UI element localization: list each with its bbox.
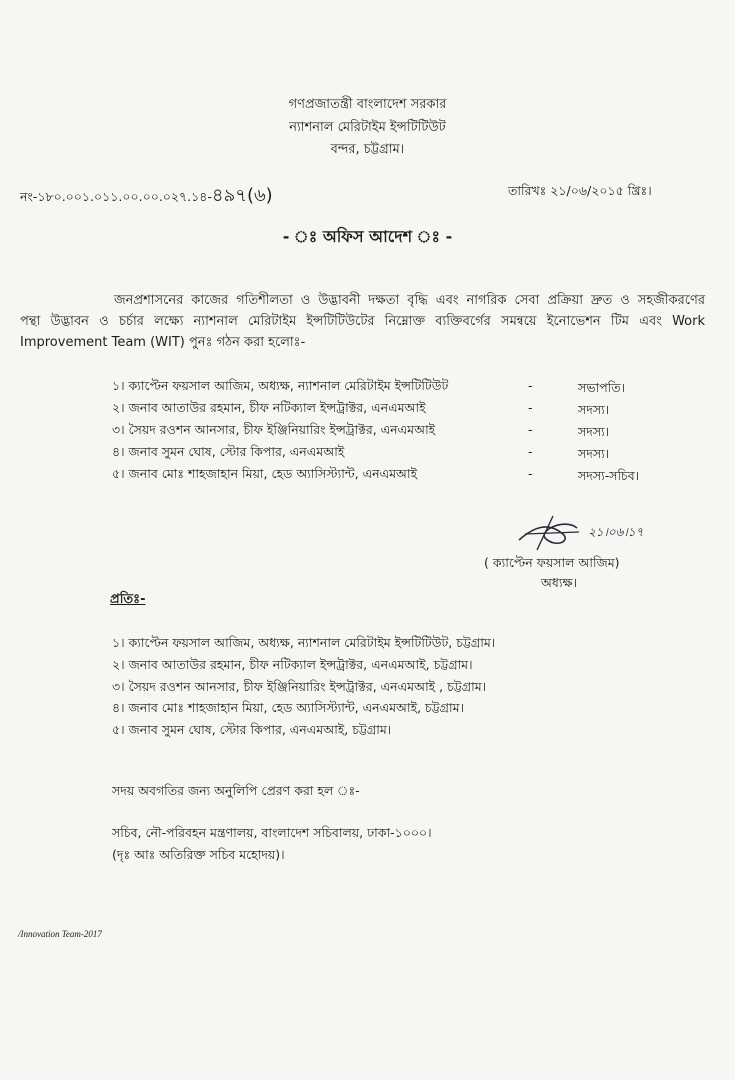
copy-item: ৩। সৈয়দ রওশন আনসার, চীফ ইঞ্জিনিয়ারিং ইন্সট্রাক্টর, এনএমআই , চট্টগ্রাম। [112, 679, 487, 694]
body-line: জনপ্রশাসনের কাজের গতিশীলতা ও উদ্ভাবনী দক্ষতা বৃদ্ধি এবং নাগরিক সেবা প্রক্রিয়া দ্রুত ও সহজীকরণের [114, 293, 705, 308]
institute-name: ন্যাশনাল মেরিটাইম ইন্সটিটিউট [289, 120, 446, 135]
member-dash: - [528, 466, 533, 481]
copy-item: ৫। জনাব সুমন ঘোষ, স্টোর কিপার, এনএমআই, চট্টগ্রাম। [112, 722, 392, 737]
member-dash: - [528, 378, 533, 393]
copy-to-heading: প্রতিঃ- [110, 592, 146, 607]
member-role: সদস্য-সচিব। [578, 468, 640, 483]
member-role: সদস্য। [578, 446, 610, 461]
body-line: Improvement Team (WIT) পুনঃ গঠন করা হলোঃ- [20, 335, 306, 350]
signatory-designation: অধ্যক্ষ। [541, 575, 578, 590]
memo-number-text: নং-১৮০.০০১.০১১.০০.০০.০২৭.১৪- [20, 189, 212, 204]
member-dash: - [528, 444, 533, 459]
memo-number [20, 181, 273, 212]
footer-reference: /Innovation Team-2017 [18, 929, 102, 939]
member-item: ৩। সৈয়দ রওশন আনসার, চীফ ইঞ্জিনিয়ারিং ইন্সট্রাক্টর, এনএমআই [112, 422, 436, 437]
member-item: ৪। জনাব সুমন ঘোষ, স্টোর কিপার, এনএমআই [112, 444, 345, 459]
institute-location: বন্দর, চট্টগ্রাম। [330, 142, 405, 157]
info-attention: (দৃঃ আঃ অতিরিক্ত সচিব মহোদয়)। [112, 847, 285, 862]
government-name: গণপ্রজাতন্ত্রী বাংলাদেশ সরকার [288, 97, 447, 112]
info-recipient: সচিব, নৌ-পরিবহন মন্ত্রণালয়, বাংলাদেশ সচিবালয়, ঢাকা-১০০০। [112, 825, 432, 840]
body-paragraph [20, 290, 705, 353]
signature-date: ২১।০৬।১৭ [588, 525, 644, 539]
member-item: ২। জনাব আতাউর রহমান, চীফ নটিক্যাল ইন্সট্রাক্টর, এনএমআই [112, 400, 426, 415]
copy-item: ৪। জনাব মোঃ শাহজাহান মিয়া, হেড অ্যাসিস্ট্যান্ট, এনএমআই, চট্টগ্রাম। [112, 700, 465, 715]
member-role: সদস্য। [578, 402, 610, 417]
body-line: পন্থা উদ্ভাবন ও চর্চার লক্ষ্যে ন্যাশনাল মেরিটাইম ইন্সটিটিউটের নিম্নোক্ত ব্যক্তিবর্গের সমন্বয়ে ইনোভেশন টিম এবং Work [20, 314, 705, 329]
member-dash: - [528, 400, 533, 415]
member-item: ১। ক্যাপ্টেন ফয়সাল আজিম, অধ্যক্ষ, ন্যাশনাল মেরিটাইম ইন্সটিটিউট [112, 378, 449, 393]
signatory-name: ( ক্যাপ্টেন ফয়সাল আজিম) [484, 555, 620, 570]
copy-item: ১। ক্যাপ্টেন ফয়সাল আজিম, অধ্যক্ষ, ন্যাশনাল মেরিটাইম ইন্সটিটিউট, চট্টগ্রাম। [112, 635, 496, 650]
info-line: সদয় অবগতির জন্য অনুলিপি প্রেরণ করা হল ঃ- [112, 783, 360, 798]
handwritten-serial: ৪৯৭(৬) [211, 185, 273, 206]
copy-item: ২। জনাব আতাউর রহমান, চীফ নটিক্যাল ইন্সট্রাক্টর, এনএমআই, চট্টগ্রাম। [112, 657, 473, 672]
member-dash: - [528, 422, 533, 437]
member-item: ৫। জনাব মোঃ শাহজাহান মিয়া, হেড অ্যাসিস্ট্যান্ট, এনএমআই [112, 466, 418, 481]
member-role: সভাপতি। [578, 380, 626, 395]
document-title: - ঃ অফিস আদেশ ঃ - [282, 227, 453, 246]
memo-date: তারিখঃ ২১/০৬/২০১৫ খ্রিঃ। [508, 183, 652, 198]
member-role: সদস্য। [578, 424, 610, 439]
